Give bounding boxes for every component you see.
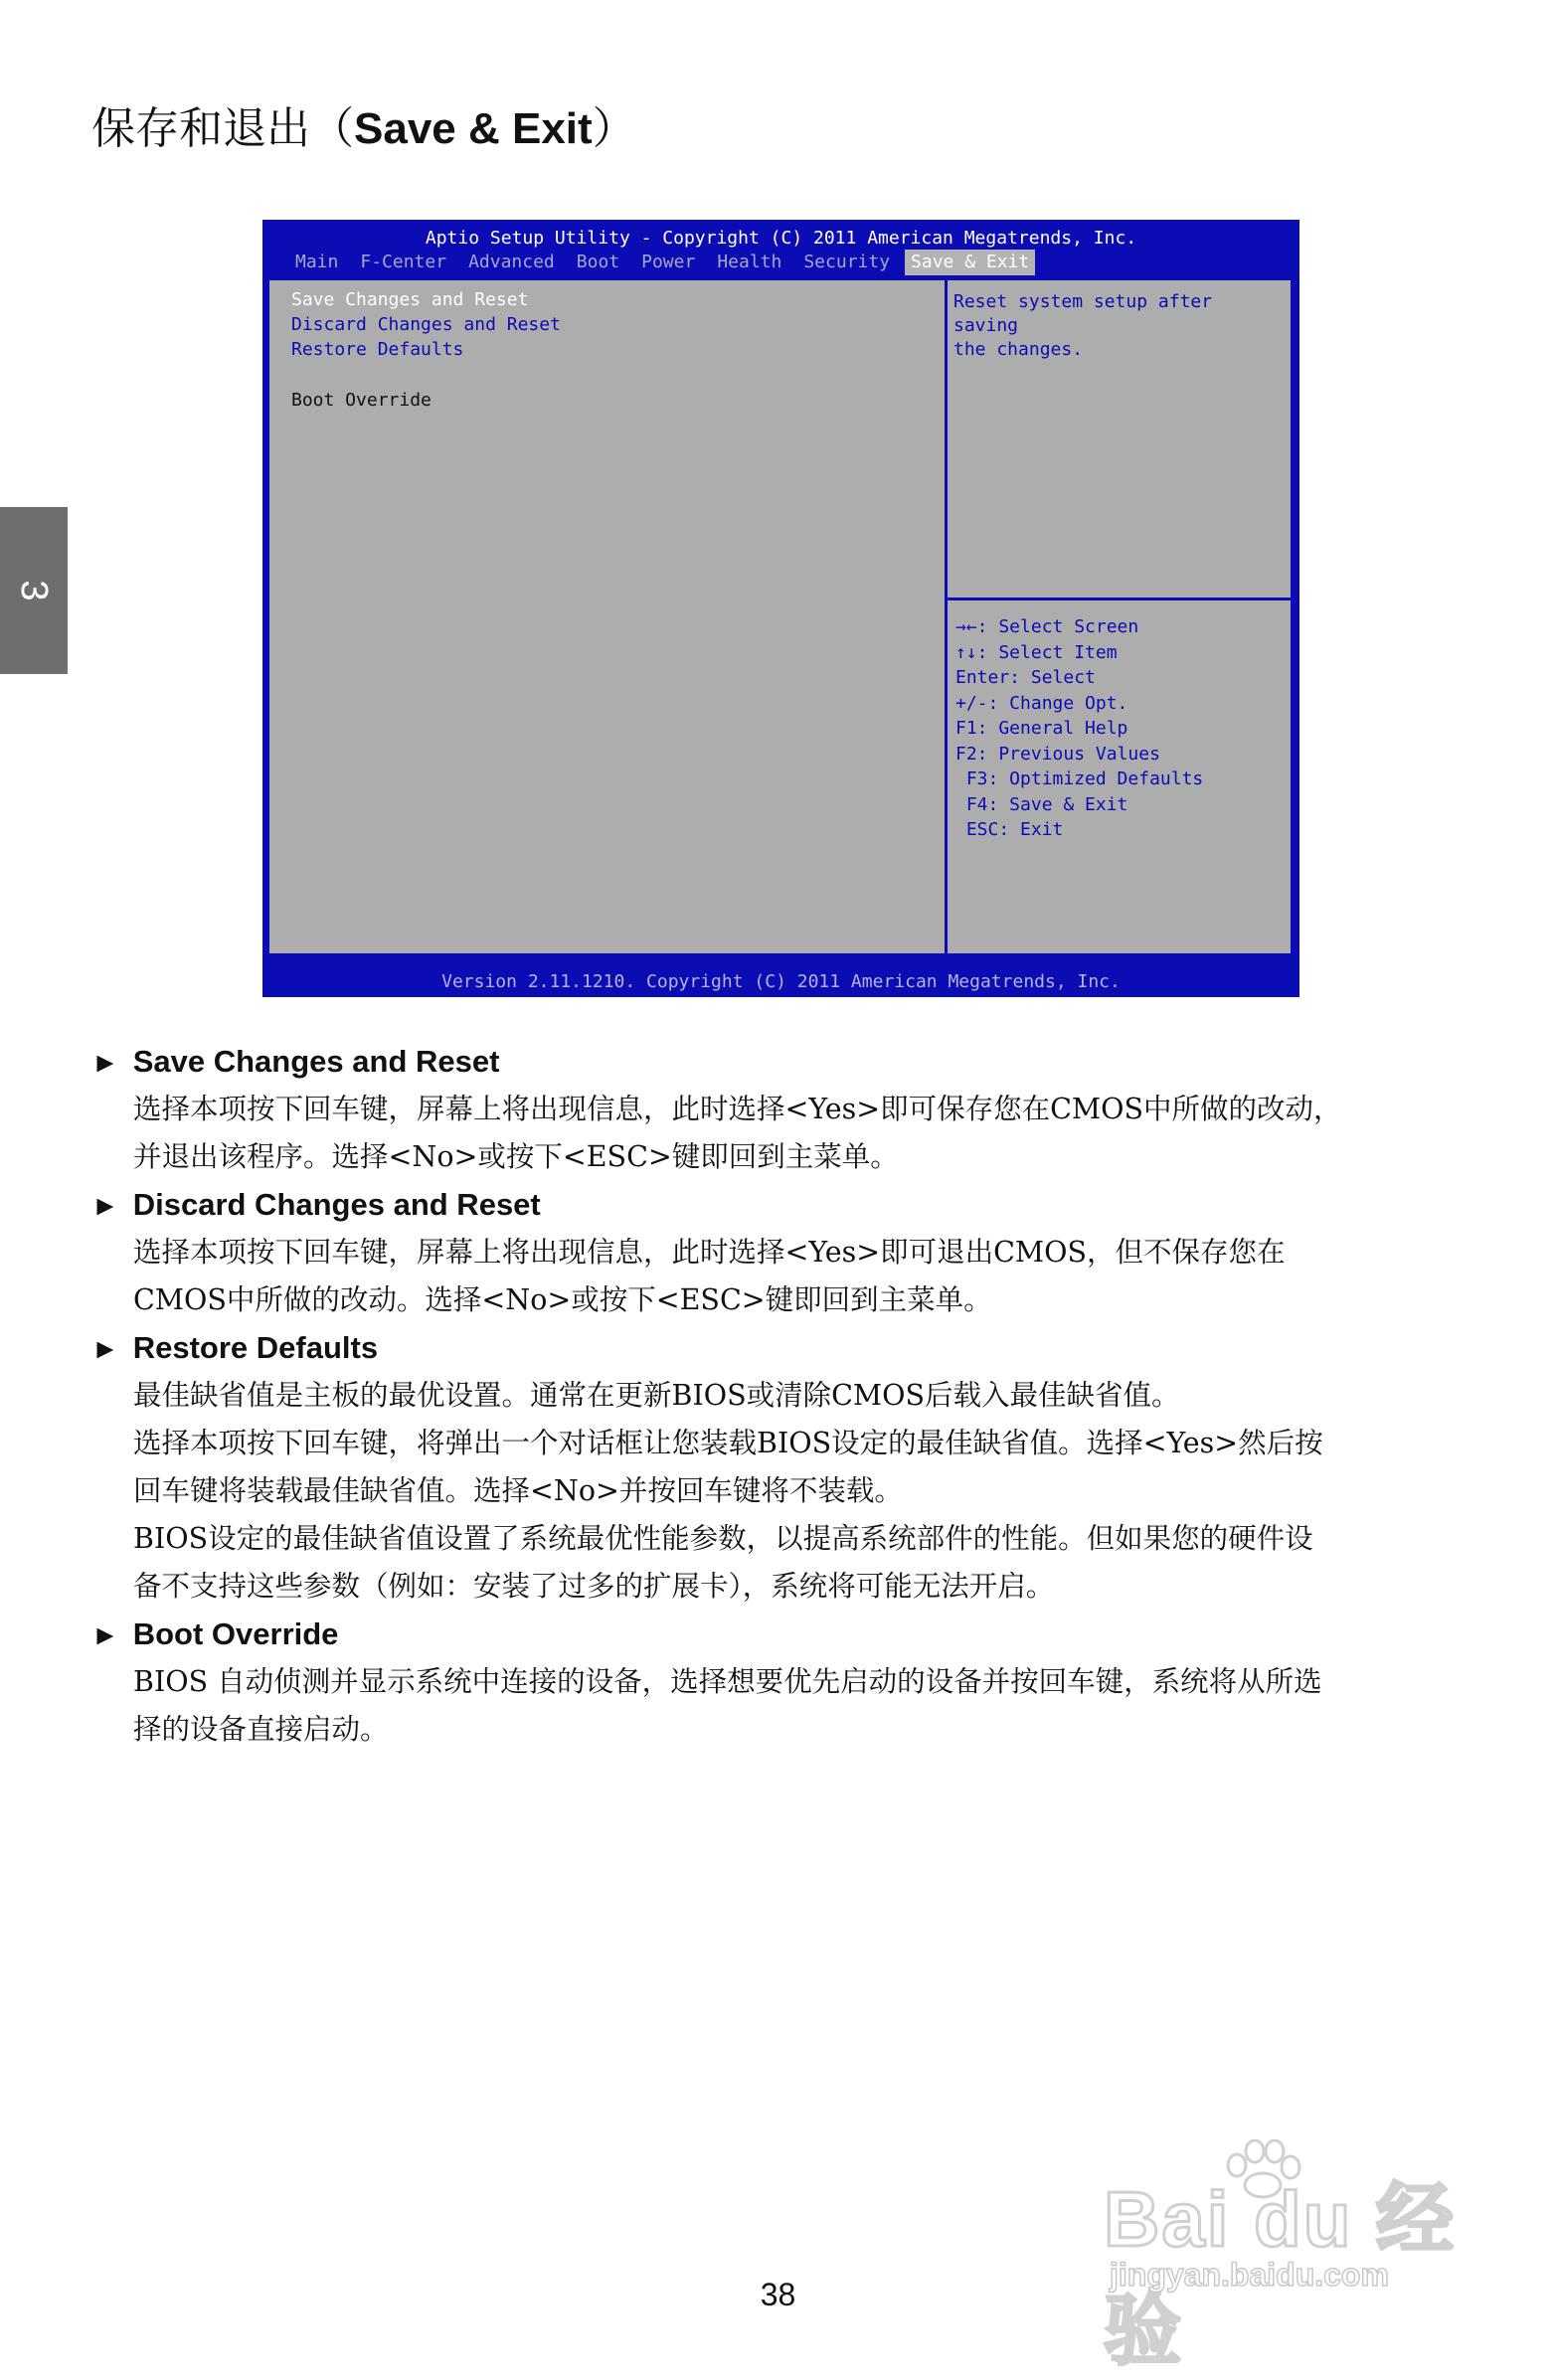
help-line: the changes.: [953, 339, 1084, 360]
key-enter-select: Enter: Select: [955, 667, 1096, 688]
bios-side-panel: [948, 280, 1291, 953]
key-f2-previous-values: F2: Previous Values: [955, 743, 1160, 765]
page-title-zh: 保存和退出（: [91, 103, 354, 154]
key-f1-general-help: F1: General Help: [955, 718, 1128, 739]
menu-boot-override: Boot Override: [291, 390, 432, 411]
section-text-line: 回车键将装载最佳缺省值。选择<No>并按回车键将不装载。: [133, 1474, 903, 1507]
section-text-line: BIOS设定的最佳缺省值设置了系统最优性能参数，以提高系统部件的性能。但如果您的硬件设: [133, 1522, 1313, 1555]
section-heading-restore-defaults: [91, 1328, 378, 1369]
tab-save-exit[interactable]: Save & Exit: [905, 250, 1035, 275]
menu-save-changes-and-reset[interactable]: Save Changes and Reset: [291, 289, 529, 310]
bios-body: [266, 277, 1294, 956]
section-title: Save Changes and Reset: [132, 1044, 500, 1079]
bios-title: Aptio Setup Utility - Copyright (C) 2011 American Megatrends, Inc.: [425, 228, 1137, 249]
section-title: Discard Changes and Reset: [132, 1187, 541, 1222]
bios-screen: [262, 220, 1299, 997]
tab-main[interactable]: Main: [295, 252, 339, 272]
section-text-line: BIOS 自动侦测并显示系统中连接的设备，选择想要优先启动的设备并按回车键，系统将从所选: [133, 1665, 1322, 1698]
bios-footer: Version 2.11.1210. Copyright (C) 2011 American Megatrends, Inc.: [441, 971, 1121, 992]
bios-help-text: [948, 280, 1291, 600]
tab-boot[interactable]: Boot: [576, 252, 620, 272]
tab-f-center[interactable]: F-Center: [360, 252, 447, 272]
triangle-bullet-icon: ►: [91, 1619, 119, 1650]
section-text-line: 备不支持这些参数（例如：安装了过多的扩展卡），系统将可能无法开启。: [133, 1570, 1055, 1603]
help-line: Reset system setup after saving: [953, 291, 1213, 336]
page-title: [91, 99, 636, 159]
section-text-line: 择的设备直接启动。: [133, 1713, 389, 1746]
section-text-line: 选择本项按下回车键，屏幕上将出现信息，此时选择<Yes>即可保存您在CMOS中所做的改动，: [133, 1093, 1342, 1125]
key-change-opt: +/-: Change Opt.: [955, 692, 1128, 714]
key-select-item: ↑↓: Select Item: [955, 641, 1118, 663]
section-heading-discard-changes: [91, 1185, 541, 1226]
section-title: Restore Defaults: [132, 1330, 379, 1365]
bios-key-legend: [955, 614, 1291, 843]
chapter-number: 3: [13, 580, 56, 601]
section-heading-boot-override: [91, 1615, 338, 1655]
section-heading-save-changes: [91, 1042, 499, 1083]
chapter-tab: [0, 507, 68, 674]
tab-security[interactable]: Security: [803, 252, 891, 272]
triangle-bullet-icon: ►: [91, 1047, 119, 1078]
watermark-url: jingyan.baidu.com: [1110, 2257, 1389, 2293]
section-text-line: CMOS中所做的改动。选择<No>或按下<ESC>键即回到主菜单。: [133, 1283, 992, 1316]
triangle-bullet-icon: ►: [91, 1333, 119, 1364]
section-text-line: 选择本项按下回车键，将弹出一个对话框让您装载BIOS设定的最佳缺省值。选择<Yes>然后按: [133, 1427, 1323, 1459]
page-title-close: ）: [592, 103, 636, 154]
watermark-logo: Bai du 经验: [1104, 2175, 1457, 2374]
section-title: Boot Override: [132, 1616, 339, 1651]
tab-power[interactable]: Power: [641, 252, 696, 272]
page-title-en: Save & Exit: [354, 104, 593, 153]
key-f4-save-exit: F4: Save & Exit: [955, 793, 1128, 815]
key-f3-optimized-defaults: F3: Optimized Defaults: [955, 768, 1204, 789]
section-text-line: 选择本项按下回车键，屏幕上将出现信息，此时选择<Yes>即可退出CMOS，但不保存您在: [133, 1236, 1286, 1269]
bios-tab-bar: [284, 250, 1035, 275]
tab-health[interactable]: Health: [717, 252, 782, 272]
page-number: 38: [760, 2277, 796, 2312]
menu-restore-defaults[interactable]: Restore Defaults: [291, 339, 464, 360]
baidu-watermark: [1094, 2157, 1471, 2374]
section-text-line: 最佳缺省值是主板的最优设置。通常在更新BIOS或清除CMOS后载入最佳缺省值。: [133, 1379, 1180, 1412]
key-esc-exit: ESC: Exit: [955, 819, 1064, 840]
tab-advanced[interactable]: Advanced: [468, 252, 555, 272]
triangle-bullet-icon: ►: [91, 1190, 119, 1221]
section-text-line: 并退出该程序。选择<No>或按下<ESC>键即回到主菜单。: [133, 1140, 899, 1173]
key-select-screen: →←: Select Screen: [955, 616, 1139, 637]
bios-menu-panel: [269, 280, 948, 953]
menu-discard-changes-and-reset[interactable]: Discard Changes and Reset: [291, 314, 561, 335]
